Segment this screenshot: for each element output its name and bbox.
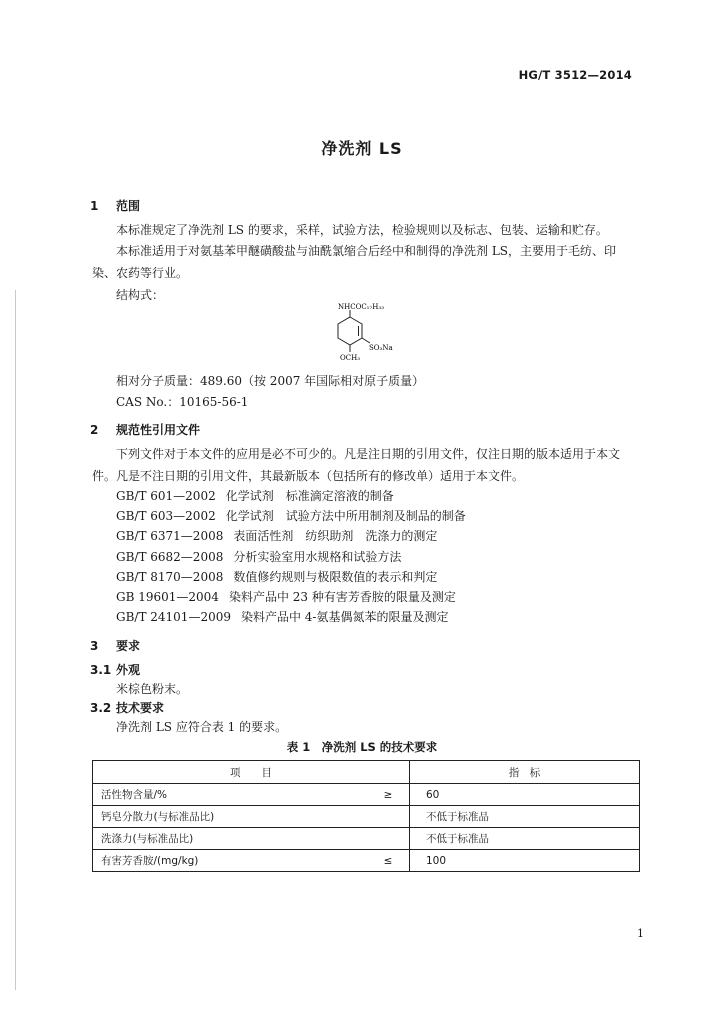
scan-margin-line xyxy=(15,290,16,990)
row-item: 有害芳香胺/(mg/kg) xyxy=(93,850,368,872)
formula-bond-side xyxy=(362,338,370,343)
section-number: 3 xyxy=(90,639,99,653)
subsection-title: 外观 xyxy=(116,663,141,677)
row-value: 60 xyxy=(410,784,640,806)
reference-item xyxy=(116,487,394,504)
formula-top-group: NHCOC₁₇H₃₃ xyxy=(338,303,385,311)
specification-table xyxy=(92,760,640,872)
row-item: 洗涤力(与标准品比) xyxy=(93,828,368,850)
subsection-title: 技术要求 xyxy=(116,701,165,715)
row-operator: ≥ xyxy=(367,784,410,806)
reference-code: GB 19601—2004 xyxy=(116,590,219,604)
reference-title: 化学试剂 标准滴定溶液的制备 xyxy=(225,489,394,503)
row-value: 不低于标准品 xyxy=(410,806,640,828)
reference-code: GB/T 6682—2008 xyxy=(116,550,224,564)
reference-code: GB/T 6371—2008 xyxy=(116,529,224,543)
standard-code: HG/T 3512—2014 xyxy=(518,68,632,82)
row-value: 100 xyxy=(410,850,640,872)
subsection-number: 3.1 xyxy=(90,663,112,677)
appearance-text: 米棕色粉末。 xyxy=(116,682,189,696)
paragraph-text: 下列文件对于本文件的应用是必不可少的。凡是注日期的引用文件，仅注日期的版本适用于本文 xyxy=(116,447,621,461)
reference-code: GB/T 603—2002 xyxy=(116,509,216,523)
section-2-intro xyxy=(92,443,638,487)
paragraph-text: 本标准规定了净洗剂 LS 的要求，采样，试验方法，检验规则以及标志、包装、运输和贮存。 xyxy=(116,223,608,237)
row-operator xyxy=(367,806,410,828)
table-row xyxy=(93,806,640,828)
header-value: 指 标 xyxy=(410,761,640,784)
table-caption: 表 1 净洗剂 LS 的技术要求 xyxy=(286,740,438,754)
section-2-heading xyxy=(90,421,200,438)
header-item: 项 目 xyxy=(93,761,410,784)
page-number: 1 xyxy=(637,927,644,940)
section-1-para-1 xyxy=(92,219,638,241)
structural-formula xyxy=(300,302,440,364)
table-row xyxy=(93,828,640,850)
paragraph-text: 本标准适用于对氨基苯甲醚磺酸盐与油酰氯缩合后经中和制得的净洗剂 LS，主要用于毛纺、印 xyxy=(116,244,617,258)
structure-label: 结构式： xyxy=(116,288,165,302)
formula-bottom-group: OCH₃ xyxy=(340,354,361,362)
reference-title: 染料产品中 23 种有害芳香胺的限量及测定 xyxy=(228,590,456,604)
section-title: 规范性引用文件 xyxy=(116,423,201,437)
section-title: 范围 xyxy=(116,199,141,213)
reference-title: 染料产品中 4-氨基偶氮苯的限量及测定 xyxy=(240,610,449,624)
row-item: 钙皂分散力(与标准品比) xyxy=(93,806,368,828)
cas-number: CAS No.：10165-56-1 xyxy=(116,395,249,409)
subsection-3-1-heading xyxy=(90,661,140,678)
paragraph-text: 件。凡是不注日期的引用文件，其最新版本（包括所有的修改单）适用于本文件。 xyxy=(92,469,525,483)
reference-code: GB/T 8170—2008 xyxy=(116,570,224,584)
section-1-heading xyxy=(90,197,140,214)
subsection-number: 3.2 xyxy=(90,701,112,715)
reference-title: 化学试剂 试验方法中所用制剂及制品的制备 xyxy=(225,509,466,523)
reference-item xyxy=(116,608,449,625)
reference-title: 表面活性剂 纺织助剂 洗涤力的测定 xyxy=(233,529,438,543)
reference-item xyxy=(116,568,437,585)
section-title: 要求 xyxy=(116,639,141,653)
paragraph-text: 染、农药等行业。 xyxy=(92,266,189,280)
technical-requirements-text: 净洗剂 LS 应符合表 1 的要求。 xyxy=(116,720,288,734)
row-value: 不低于标准品 xyxy=(410,828,640,850)
section-number: 2 xyxy=(90,423,99,437)
reference-title: 数值修约规则与极限数值的表示和判定 xyxy=(233,570,438,584)
reference-code: GB/T 24101—2009 xyxy=(116,610,231,624)
reference-item xyxy=(116,507,466,524)
molecular-mass: 相对分子质量：489.60（按 2007 年国际相对原子质量） xyxy=(116,374,425,388)
section-number: 1 xyxy=(90,199,99,213)
section-3-heading xyxy=(90,637,140,654)
formula-side-group: SO₃Na xyxy=(369,344,393,352)
subsection-3-2-heading xyxy=(90,699,164,716)
reference-title: 分析实验室用水规格和试验方法 xyxy=(233,550,402,564)
row-operator: ≤ xyxy=(367,850,410,872)
table-header-row xyxy=(93,761,640,784)
table-row xyxy=(93,850,640,872)
row-item: 活性物含量/% xyxy=(93,784,368,806)
reference-code: GB/T 601—2002 xyxy=(116,489,216,503)
reference-item xyxy=(116,588,456,605)
table-row xyxy=(93,784,640,806)
document-title: 净洗剂 LS xyxy=(321,139,403,158)
reference-item xyxy=(116,548,401,565)
section-1-para-2 xyxy=(92,240,638,284)
reference-item xyxy=(116,527,437,544)
row-operator xyxy=(367,828,410,850)
